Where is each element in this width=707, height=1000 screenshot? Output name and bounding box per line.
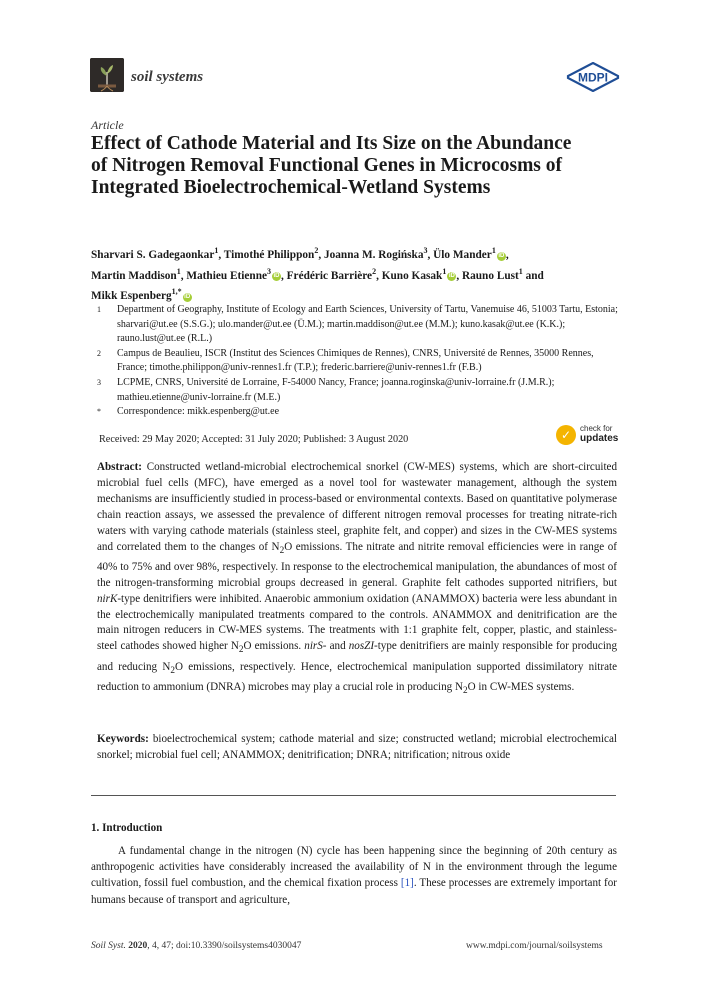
abstract: Abstract: Constructed wetland-microbial electrochemical snorkel (CW-MES) systems, which are short-circuited microbial fuel cells (MFC), have emerged as a novel tool for wastewater management, although the system mechanisms are insufficiently studied in process-based or environmental contexts. Based on quantitative polymerase chain reaction assays, we assessed the prevalence of different nitrogen removal processes for treating nitrate-rich waters with varying cathode materials (stainless steel, graphite felt, and copper) and sizes in the CW-MES systems and correlated them to the changes of $N_2O$ emissions. The nitrate and nitrite removal efficiencies were in range of 40% to 75% and over 98%, respectively. In response to the electrochemical manipulation, the abundances of most of the nitrogen-transforming microbial groups decreased in general. Graphite felt cathodes supported nitrifiers, but nirK-type denitrifiers were inhibited. Anaerobic ammonium oxidation (ANAMMOX) bacteria were less abundant in the electrochemically manipulated treatments compared to the controls. ANAMMOX and denitrification are the main nitrogen reducers in CW-MES systems. The treatments with 1:1 graphite felt, copper, plastic, and stainless-steel cathodes showed higher $N_2O$ emissions. nirS- and nosZI-type denitrifiers are mainly responsible for producing and reducing $N_2O$ emissions, respectively. Hence, electrochemical manipulation supported dissimilatory nitrate reduction to ammonium (DNRA) microbes may play a crucial role in producing $N_2O$ in CW-MES systems. [97, 461, 618, 696]
check-for-updates-button[interactable] [556, 424, 618, 448]
author-affiliation-sup: 1 [491, 246, 496, 255]
affiliation-number: 1 [97, 305, 101, 314]
affiliation-item [91, 405, 621, 420]
journal-logo [90, 58, 124, 92]
orcid-icon[interactable]: iD [184, 293, 191, 300]
footer-citation: Soil Syst. 2020, 4, 47; doi:10.3390/soilsystems4030047 [91, 941, 302, 951]
divider [91, 795, 616, 796]
author-affiliation-sup: 3 [267, 266, 271, 276]
author-affiliation-sup: 1 [176, 266, 181, 276]
affiliation-item [91, 347, 621, 376]
keywords-label: Keywords: [97, 733, 149, 745]
author-affiliation-sup: 3 [423, 246, 428, 255]
affiliation-text: LCPME, CNRS, Université de Lorraine, F-54000 Nancy, France; joanna.roginska@univ-lorraine.fr (J.M.R.); mathieu.etienne@univ-lorraine.fr (M.E.) [117, 376, 555, 403]
orcid-icon[interactable]: iD [498, 252, 505, 259]
introduction-paragraph: A fundamental change in the nitrogen (N) cycle has been happening since the beginning of 20th century as anthropogenic activities have considerably increased the availability of N in the environment through the legume cultivation, fossil fuel combustion, and the chemical fixation process [1]. These processes are extremely important for humans because of transport and agriculture, [91, 845, 617, 906]
affiliation-text: Campus de Beaulieu, ISCR (Institut des Sciences Chimiques de Rennes), CNRS, Université de Rennes, 35000 Rennes, France; timothe.philippon@univ-rennes1.fr (T.P.); frederic.barriere@univ-rennes1.fr (F.B.) [117, 347, 594, 374]
author-name: Ülo Mander [433, 248, 492, 261]
author-affiliation-sup: 1,* [171, 287, 182, 297]
author-name: Kuno Kasak [381, 269, 443, 282]
author-affiliation-sup: 1 [518, 266, 523, 276]
author-name: Mathieu Etienne [186, 269, 267, 282]
author-affiliation-sup: 1 [442, 266, 447, 276]
paper-title: Effect of Cathode Material and Its Size on the Abundance of Nitrogen Removal Functional Genes in Microcosms of Integrated Bioelectrochemical-Wetland Systems [91, 133, 572, 198]
keywords-text: bioelectrochemical system; cathode material and size; constructed wetland; microbial electrochemical snorkel; microbial fuel cell; ANAMMOX; denitrification; DNRA; nitrification; nitrous oxide [97, 733, 617, 761]
author-name: Timothé Philippon [223, 248, 315, 261]
abstract-label: Abstract: [97, 461, 142, 473]
footer-url[interactable]: www.mdpi.com/journal/soilsystems [466, 941, 603, 951]
affiliation-item [91, 303, 621, 347]
mdpi-logo [566, 62, 620, 97]
author-name: Joanna M. Rogińska [323, 248, 424, 261]
orcid-icon[interactable]: iD [448, 273, 455, 280]
checkmark-icon: ✓ [556, 425, 576, 445]
author-affiliation-sup: 2 [314, 246, 319, 255]
author-name: Frédéric Barrière [286, 269, 373, 282]
article-type: Article [91, 118, 124, 132]
affiliation-number: 2 [97, 348, 101, 358]
keywords [97, 732, 617, 764]
citation-link[interactable]: [1] [400, 877, 414, 890]
check-updates-line1: check for [580, 424, 613, 433]
author-affiliation-sup: 1 [214, 246, 219, 255]
mdpi-logo-text: MDPI [578, 70, 608, 85]
affiliation-item [91, 376, 621, 405]
orcid-icon[interactable]: iD [273, 273, 280, 280]
check-updates-line2: updates [580, 433, 619, 444]
affiliation-list [91, 303, 621, 420]
publication-dates: Received: 29 May 2020; Accepted: 31 July 2020; Published: 3 August 2020 [99, 434, 409, 445]
author-name: Sharvari S. Gadegaonkar [91, 248, 215, 261]
affiliation-number: 3 [97, 377, 101, 387]
author-name: Rauno Lust [461, 269, 519, 282]
affiliation-text: Correspondence: mikk.espenberg@ut.ee [117, 406, 280, 418]
author-name: Mikk Espenberg [91, 289, 172, 302]
affiliation-number: * [97, 407, 101, 417]
author-list: Sharvari S. Gadegaonkar$^1$, Timothé Philippon$^2$, Joanna M. Rogińska$^3$, Ülo Mander$^1$iD , Martin Maddison$^1$, Mathieu Etienne$^3$iD , Frédéric Barrière$^2$, Kuno Kasak$^1$iD , Rauno Lust$^1$ and Mikk Espenberg$^{1,*}$iD [91, 246, 544, 302]
journal-name: soil systems [131, 69, 204, 85]
section-heading: 1. Introduction [91, 822, 163, 834]
author-name: Martin Maddison [91, 269, 177, 282]
affiliation-text: Department of Geography, Institute of Ecology and Earth Sciences, University of Tartu, Vanemuise 46, 51003 Tartu, Estonia; sharvari@ut.ee (S.S.G.); ulo.mander@ut.ee (Ü.M.); martin.maddison@ut.ee (M.M.); kuno.kasak@ut.ee (K.K.); rauno.lust@ut.ee (R.L.) [117, 304, 618, 345]
author-affiliation-sup: 2 [372, 266, 377, 276]
